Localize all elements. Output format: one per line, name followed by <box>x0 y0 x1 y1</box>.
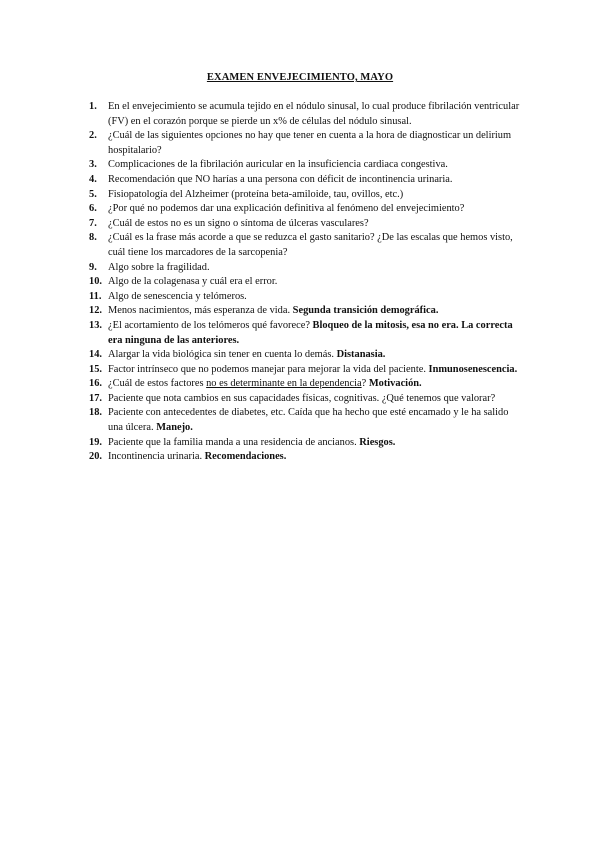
question-text: ¿El acortamiento de los telómeros qué favorece? <box>108 319 313 331</box>
question-item <box>91 202 521 217</box>
question-answer: Motivación. <box>368 378 422 390</box>
question-item <box>91 436 521 451</box>
question-text: Alargar la vida biológica sin tener en cuenta lo demás. <box>108 349 337 361</box>
question-answer: Distanasia. <box>336 349 386 361</box>
question-number: 15. <box>89 363 102 375</box>
question-number: 2. <box>89 130 97 142</box>
question-item <box>91 275 521 290</box>
question-answer: Inmunosenescencia. <box>428 363 518 375</box>
question-emphasis: no es determinante en la dependencia <box>206 378 362 390</box>
question-text: ¿Cuál es la frase más acorde a que se reduzca el gasto sanitario? ¿De las escalas que hemos visto, cuál tiene los marcadores de la sarcopenia? <box>108 232 513 258</box>
question-text: En el envejecimiento se acumula tejido en el nódulo sinusal, lo cual produce fibrilación ventricular (FV) en el corazón porque se pierde un x% de células del nódulo sinusal. <box>108 101 520 127</box>
question-item <box>91 304 521 319</box>
question-item <box>91 363 521 378</box>
question-item <box>91 217 521 232</box>
question-text: ¿Por qué no podemos dar una explicación definitiva al fenómeno del envejecimiento? <box>108 203 465 215</box>
question-item <box>91 406 521 435</box>
question-text: Factor intrínseco que no podemos manejar para mejorar la vida del paciente. <box>108 363 429 375</box>
question-number: 9. <box>89 261 97 273</box>
question-answer: Segunda transición demográfica. <box>292 305 439 317</box>
question-number: 16. <box>89 378 102 390</box>
question-number: 4. <box>89 173 97 185</box>
document-title: EXAMEN ENVEJECIMIENTO, MAYO <box>206 72 394 83</box>
question-text: Algo de la colagenasa y cuál era el error. <box>108 276 278 288</box>
question-text: Paciente que nota cambios en sus capacidades físicas, cognitivas. ¿Qué tenemos que valorar? <box>108 392 496 404</box>
question-item <box>91 348 521 363</box>
question-list <box>91 100 521 465</box>
question-item <box>91 261 521 276</box>
question-number: 18. <box>89 407 102 419</box>
question-text: ¿Cuál de estos factores <box>108 378 207 390</box>
question-number: 11. <box>89 290 102 302</box>
question-item <box>91 231 521 260</box>
question-number: 19. <box>89 436 102 448</box>
question-text: Complicaciones de la fibrilación auricular en la insuficiencia cardiaca congestiva. <box>108 159 448 171</box>
question-answer: Recomendaciones. <box>204 451 287 463</box>
question-text: ¿Cuál de estos no es un signo o síntoma de úlceras vasculares? <box>108 217 369 229</box>
question-item <box>91 173 521 188</box>
question-number: 7. <box>89 217 97 229</box>
question-number: 13. <box>89 319 102 331</box>
question-text: Paciente que la familia manda a una residencia de ancianos. <box>108 436 360 448</box>
question-answer: Manejo. <box>156 422 193 434</box>
question-text: Algo sobre la fragilidad. <box>108 261 210 273</box>
question-item <box>91 319 521 348</box>
question-item <box>91 129 521 158</box>
question-number: 1. <box>89 101 97 112</box>
question-item <box>91 392 521 407</box>
question-number: 3. <box>89 159 97 171</box>
question-number: 12. <box>89 305 102 317</box>
question-item <box>91 377 521 392</box>
question-text: Fisiopatología del Alzheimer (proteína beta-amiloide, tau, ovillos, etc.) <box>108 188 404 200</box>
question-item <box>91 158 521 173</box>
question-text: ? <box>361 378 369 390</box>
question-number: 8. <box>89 232 97 244</box>
question-number: 6. <box>89 203 97 215</box>
question-number: 14. <box>89 349 102 361</box>
question-item <box>91 188 521 203</box>
question-number: 5. <box>89 188 97 200</box>
question-text: Algo de senescencia y telómeros. <box>108 290 247 302</box>
question-text: Paciente con antecedentes de diabetes, etc. Caída que ha hecho que esté encamado y le ha salido una úlcera. <box>108 407 509 434</box>
question-text: Menos nacimientos, más esperanza de vida. <box>108 305 293 317</box>
question-text: ¿Cuál de las siguientes opciones no hay que tener en cuenta a la hora de diagnosticar un delirium hospitalario? <box>108 130 512 156</box>
question-number: 10. <box>89 276 102 288</box>
question-number: 17. <box>89 392 102 404</box>
question-text: Recomendación que NO harías a una persona con déficit de incontinencia urinaria. <box>108 173 453 185</box>
question-item <box>91 290 521 305</box>
question-item <box>91 450 521 465</box>
question-item <box>91 100 521 129</box>
question-text: Incontinencia urinaria. <box>108 451 205 463</box>
question-answer: Bloqueo de la mitosis, esa no era. La correcta era ninguna de las anteriores. <box>108 319 513 346</box>
question-number: 20. <box>89 451 102 463</box>
question-answer: Riesgos. <box>359 436 396 448</box>
